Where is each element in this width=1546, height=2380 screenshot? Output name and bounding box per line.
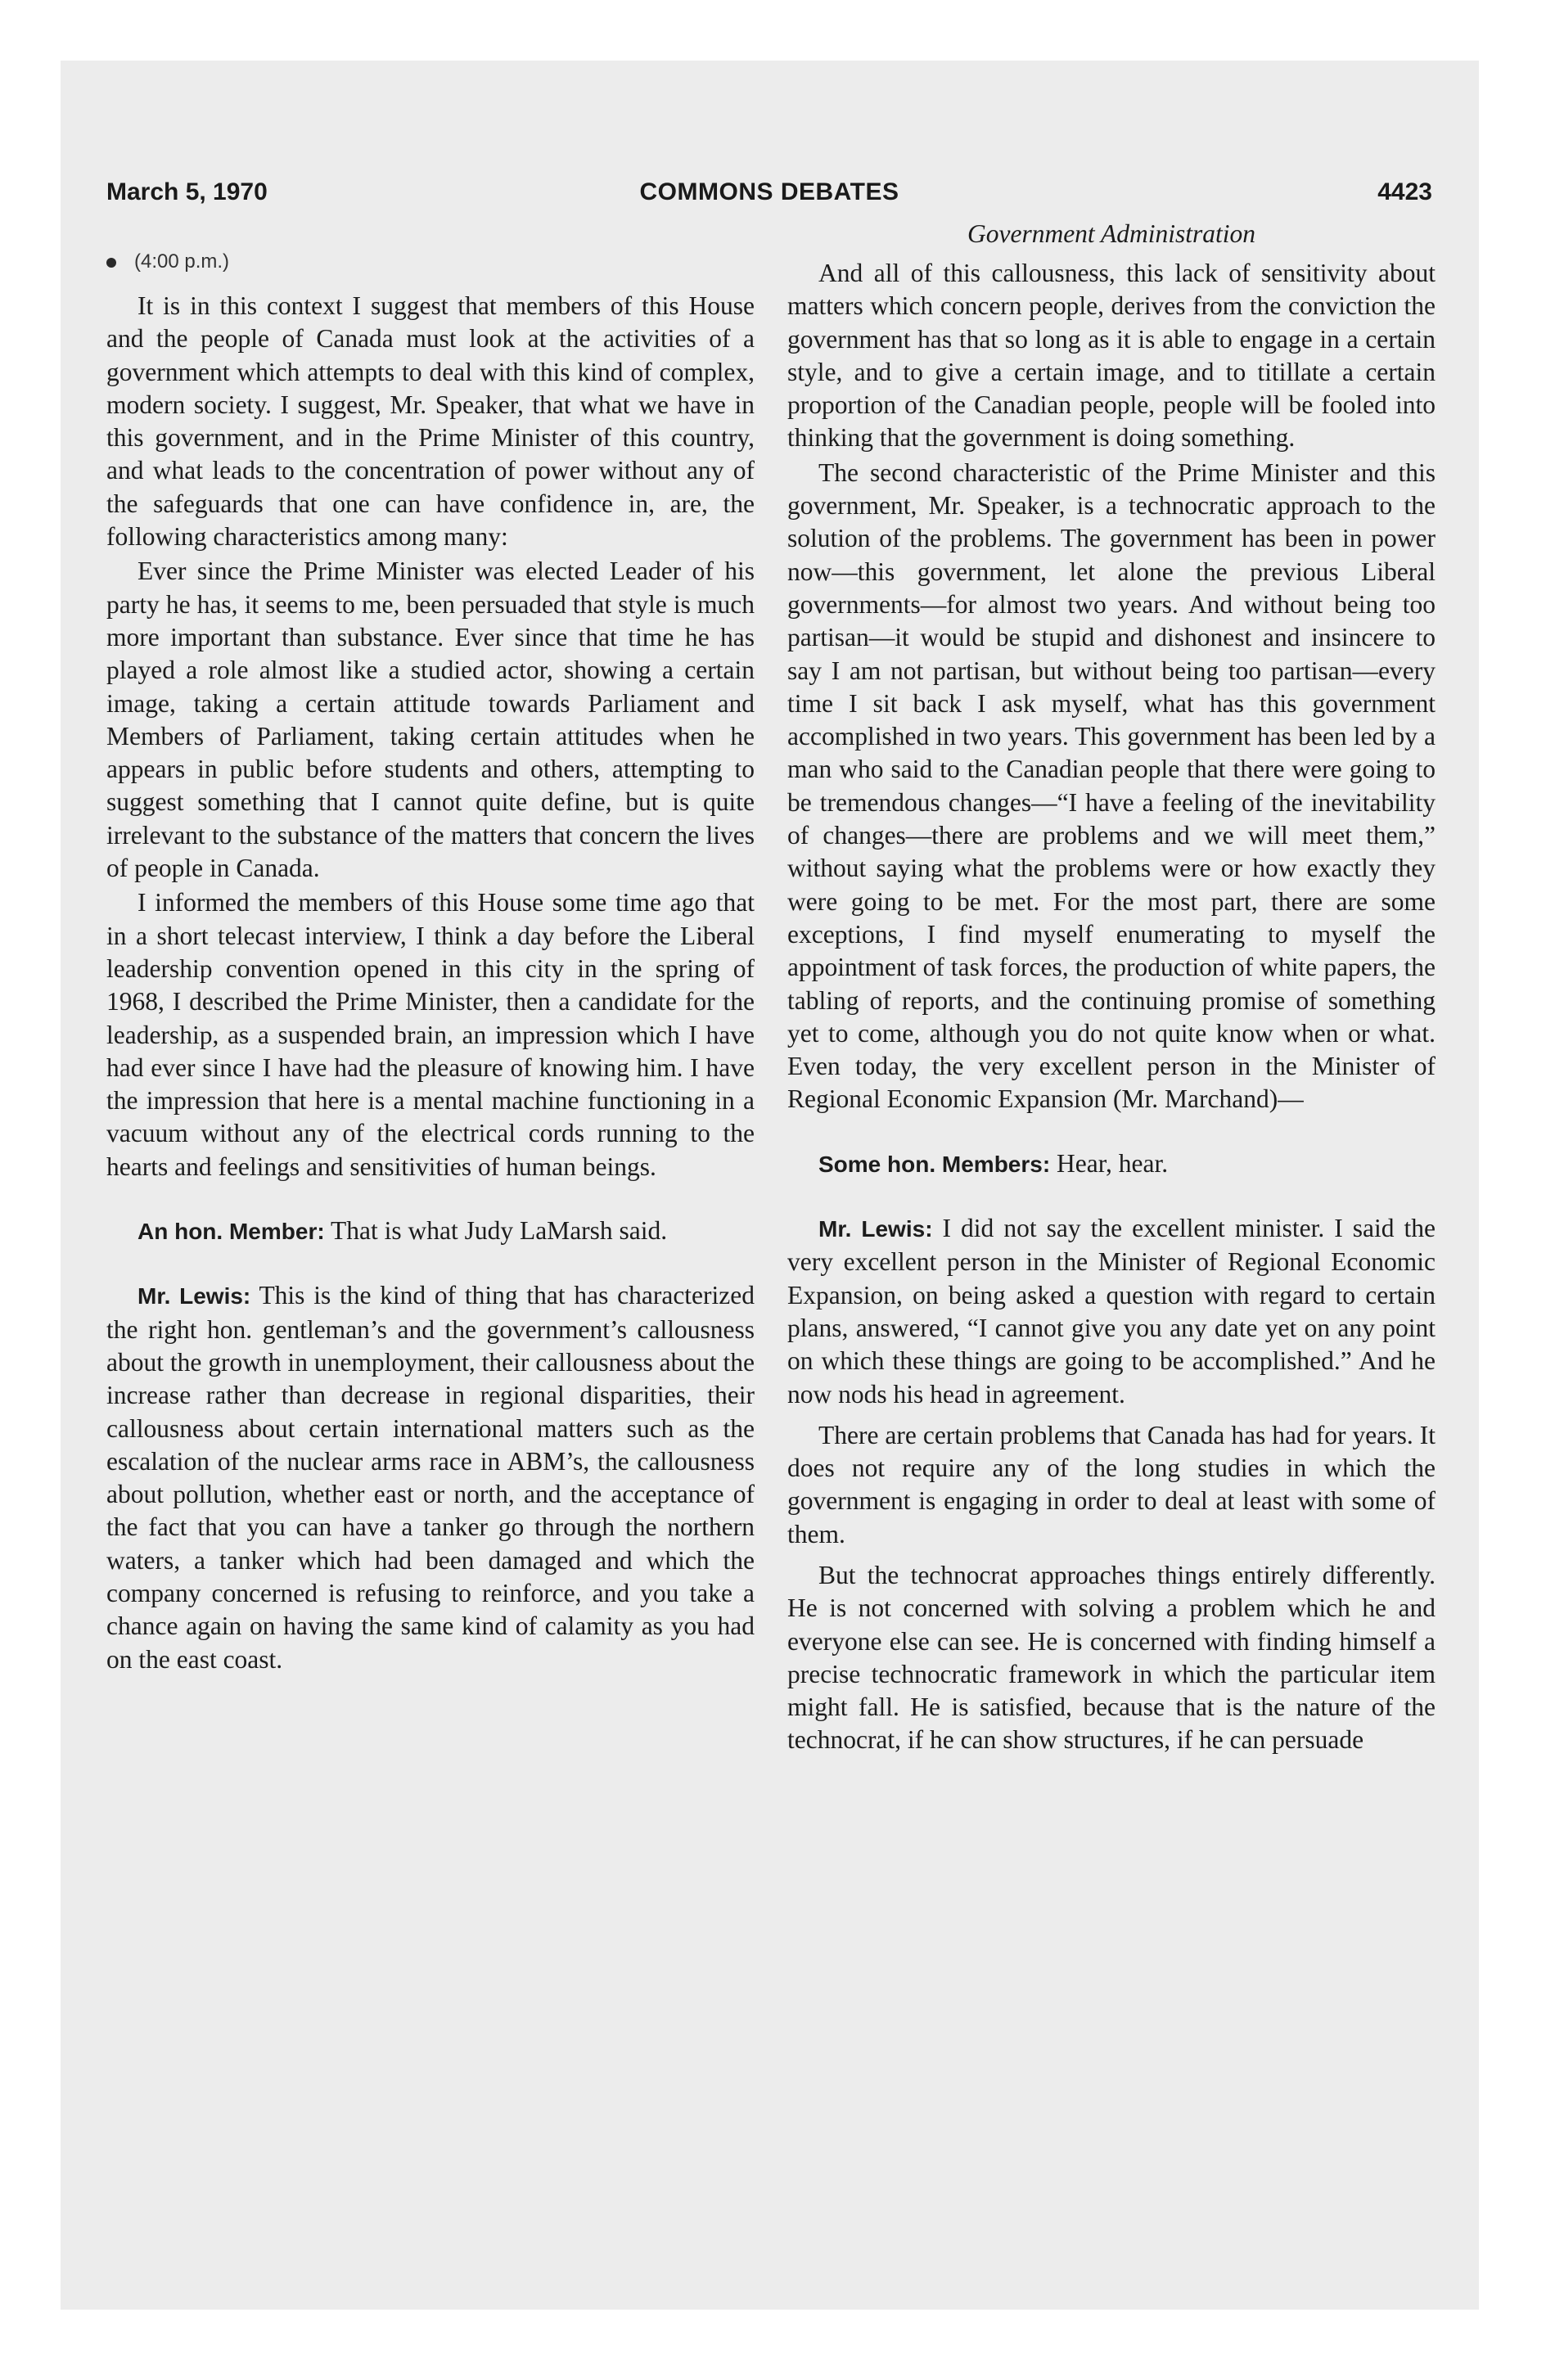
- timestamp-text: (4:00 p.m.): [134, 250, 230, 273]
- speaker-name: Some hon. Members:: [818, 1151, 1051, 1177]
- paragraph: I informed the members of this House some time ago that in a short telecast interview, I think a day before the Liberal leadership convention opened in this city in the spring of 1968, I described the Prime Minister, then a candidate for the leadership, as a suspended brain, an impression which I have had ever since I have had the pleasure of knowing him. I have the impression that here is a mental machine functioning in a vacuum without any of the electrical cords running to the hearts and feelings and sensitivities of human beings.: [106, 888, 755, 1181]
- bullet-icon: [106, 258, 116, 268]
- paragraph: The second characteristic of the Prime Minister and this government, Mr. Speaker, is a technocratic approach to the solution of the problems. The government has been in power now—this government, let alone the previous Liberal governments—for almost two years. And without being too partisan—it would be stupid and dishonest and insincere to say I am not partisan, but without being too partisan—every time I sit back I ask myself, what has this government accomplished in two years. This government has been led by a man who said to the Canadian people that there were going to be tremendous changes—“I have a feeling of the inevitability of changes—there are problems and we will meet them,” without saying what the problems were or how exactly they were going to be met. For the most part, there are some exceptions, I find myself enumerating to myself the appointment of task forces, the production of white papers, the tabling of reports, and the continuing promise of something yet to come, although you do not quite know when or what. Even today, the very excellent person in the Minister of Regional Economic Expansion (Mr. Marchand)—: [787, 458, 1436, 1114]
- speaker-name: Mr. Lewis:: [818, 1216, 933, 1242]
- running-head: [106, 178, 1432, 221]
- speech-text: That is what Judy LaMarsh said.: [330, 1216, 668, 1246]
- speech-entry: [106, 1279, 755, 1676]
- paragraph: It is in this context I suggest that members of this House and the people of Canada must look at the activities of a government which attempts to deal with this kind of complex, modern society. I suggest, Mr. Speaker, that what we have in this government, and in the Prime Minister of this country, and what leads to the concentration of power without any of the safeguards that one can have confidence in, are, the following characteristics among many:: [106, 291, 755, 552]
- speech-entry: [787, 1212, 1436, 1411]
- right-column: [787, 218, 1436, 1757]
- speech-text: I did not say the excellent minister. I said the very excellent person in the Minister of Regional Economic Expansion, on being asked a question with regard to certain plans, answered, “I cannot give you any date yet on any point on which these things are going to be accomplished.” And he now nods his head in agreement.: [787, 1214, 1436, 1409]
- speech-entry: [106, 1215, 755, 1248]
- left-column: [106, 218, 755, 1676]
- speech-text: Hear, hear.: [1057, 1148, 1169, 1178]
- document-page: [106, 178, 1436, 1755]
- speaker-name: Mr. Lewis:: [137, 1283, 251, 1309]
- section-heading: Government Administration: [967, 219, 1256, 248]
- header-page-number: 4423: [1377, 178, 1432, 205]
- speech-text: This is the kind of thing that has characterized the right hon. gentleman’s and the government’s callousness about the growth in unemployment, their callousness about the increase rather than decrease in regional disparities, their callousness about certain international matters such as the escalation of the nuclear arms race in ABM’s, the callousness about pollution, whether east or north, and the acceptance of the fact that you can have a tanker go through the northern waters, a tanker which had been damaged and which the company concerned is refusing to reinforce, and you take a chance again on having the same kind of calamity as you had on the east coast.: [106, 1281, 755, 1674]
- paragraph: And all of this callousness, this lack of sensitivity about matters which concern people, derives from the conviction the government has that so long as it is able to engage in a certain style, and to give a certain image, and to titillate a certain proportion of the Canadian people, people will be fooled into thinking that the government is doing something.: [787, 259, 1436, 453]
- header-title: COMMONS DEBATES: [639, 178, 899, 205]
- speaker-name: An hon. Member:: [137, 1219, 325, 1245]
- timestamp-marker: [106, 246, 755, 278]
- paragraph: Ever since the Prime Minister was elected Leader of his party he has, it seems to me, been persuaded that style is much more important than substance. Ever since that time he has played a role almost like a studied actor, showing a certain image, taking a certain attitude towards Parliament and Members of Parliament, taking certain attitudes when he appears in public before students and others, attempting to suggest something that I cannot quite define, but is quite irrelevant to the substance of the matters that concern the lives of people in Canada.: [106, 557, 755, 883]
- paragraph: But the technocrat approaches things entirely differently. He is not concerned with solving a problem which he and everyone else can see. He is concerned with finding himself a precise technocratic framework in which the particular item might fall. He is satisfied, because that is the nature of the technocrat, if he can show structures, if he can persuade: [787, 1560, 1436, 1755]
- header-date: March 5, 1970: [106, 178, 268, 205]
- paragraph: There are certain problems that Canada has had for years. It does not require any of the long studies in which the government is engaging in order to deal at least with some of them.: [787, 1420, 1436, 1548]
- speech-entry: [787, 1147, 1436, 1181]
